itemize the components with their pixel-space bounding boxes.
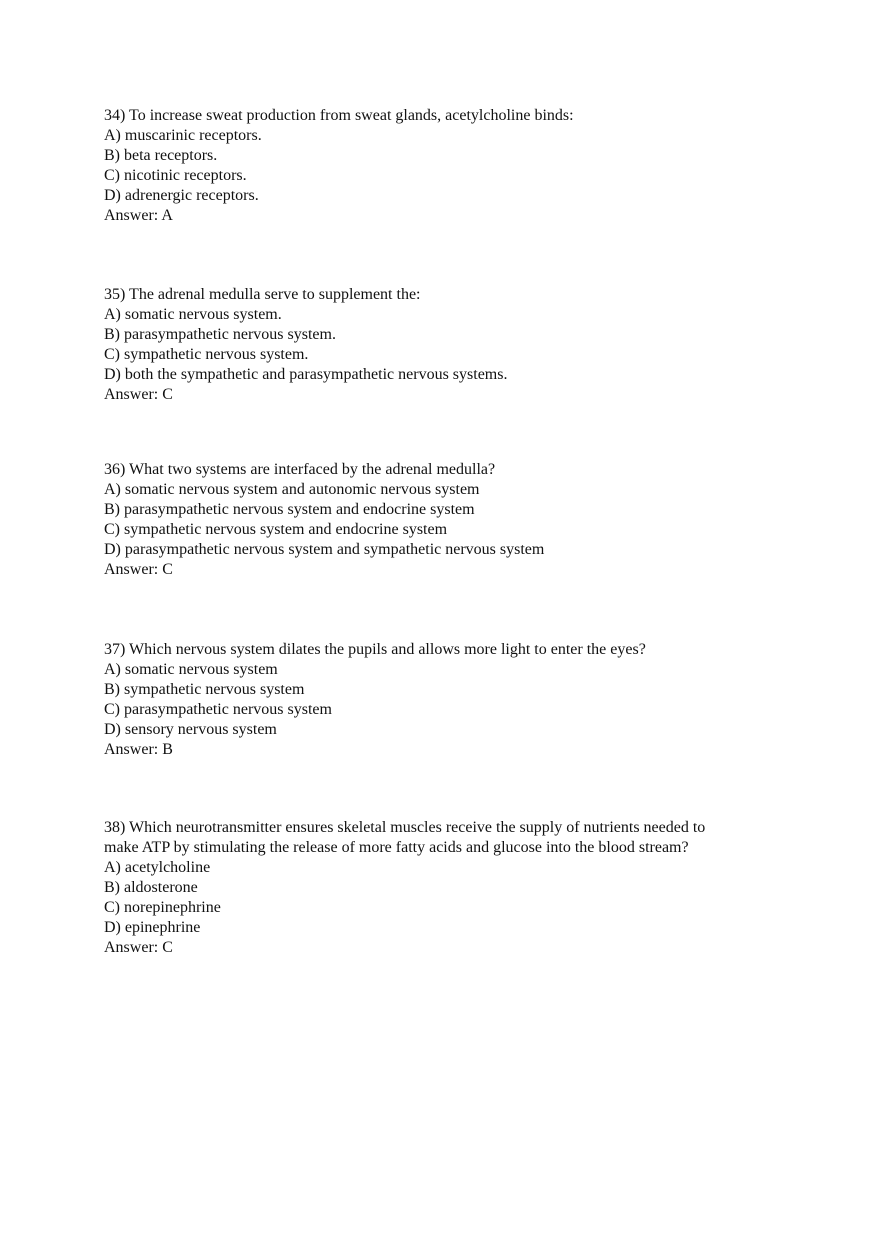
question-37 xyxy=(104,640,784,760)
option-c: C) parasympathetic nervous system xyxy=(104,701,332,718)
option-d: D) epinephrine xyxy=(104,919,201,936)
question-stem-continued: make ATP by stimulating the release of more fatty acids and glucose into the blood stream? xyxy=(104,839,689,856)
answer-line: Answer: B xyxy=(104,741,173,758)
question-36 xyxy=(104,460,784,580)
option-a: A) muscarinic receptors. xyxy=(104,127,262,144)
question-stem: 37) Which nervous system dilates the pupils and allows more light to enter the eyes? xyxy=(104,641,646,658)
question-stem: 36) What two systems are interfaced by the adrenal medulla? xyxy=(104,461,496,478)
question-stem: 35) The adrenal medulla serve to supplement the: xyxy=(104,286,421,303)
option-c: C) nicotinic receptors. xyxy=(104,167,247,184)
question-35 xyxy=(104,285,784,405)
option-b: B) parasympathetic nervous system. xyxy=(104,326,336,343)
option-d: D) sensory nervous system xyxy=(104,721,277,738)
option-a: A) somatic nervous system xyxy=(104,661,278,678)
answer-line: Answer: A xyxy=(104,207,173,224)
option-d: D) both the sympathetic and parasympathetic nervous systems. xyxy=(104,366,508,383)
question-stem: 34) To increase sweat production from sweat glands, acetylcholine binds: xyxy=(104,107,574,124)
option-c: C) sympathetic nervous system and endocrine system xyxy=(104,521,448,538)
answer-line: Answer: C xyxy=(104,939,173,956)
option-b: B) aldosterone xyxy=(104,879,198,896)
option-b: B) sympathetic nervous system xyxy=(104,681,305,698)
option-a: A) somatic nervous system. xyxy=(104,306,282,323)
question-34 xyxy=(104,106,784,226)
option-b: B) beta receptors. xyxy=(104,147,218,164)
option-a: A) acetylcholine xyxy=(104,859,211,876)
answer-line: Answer: C xyxy=(104,386,173,403)
option-d: D) parasympathetic nervous system and sympathetic nervous system xyxy=(104,541,545,558)
question-38 xyxy=(104,818,784,958)
option-c: C) norepinephrine xyxy=(104,899,221,916)
option-a: A) somatic nervous system and autonomic nervous system xyxy=(104,481,480,498)
option-b: B) parasympathetic nervous system and endocrine system xyxy=(104,501,475,518)
answer-line: Answer: C xyxy=(104,561,173,578)
question-stem: 38) Which neurotransmitter ensures skeletal muscles receive the supply of nutrients needed to xyxy=(104,819,706,836)
option-c: C) sympathetic nervous system. xyxy=(104,346,309,363)
option-d: D) adrenergic receptors. xyxy=(104,187,259,204)
